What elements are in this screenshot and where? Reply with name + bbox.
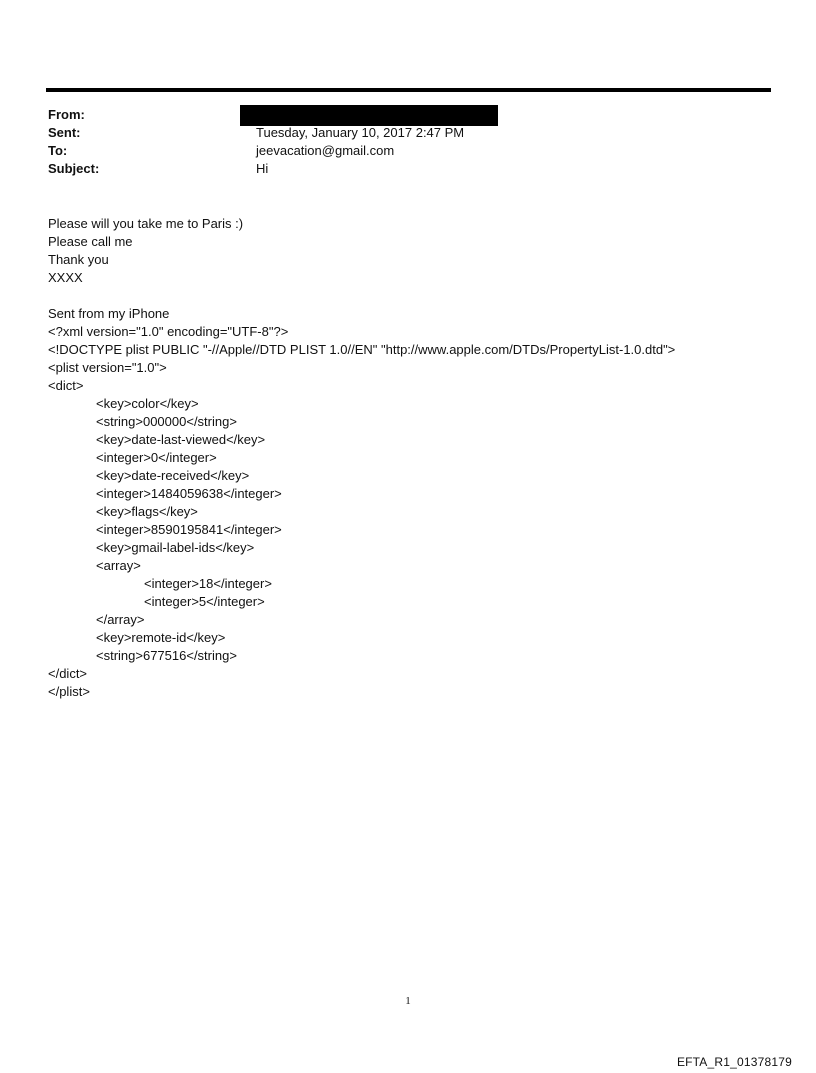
to-value: jeevacation@gmail.com <box>256 143 395 158</box>
message-line: Please call me <box>48 234 133 249</box>
message-line: XXXX <box>48 270 83 285</box>
email-body <box>48 215 788 701</box>
dict-close-tag: </dict> <box>48 666 88 681</box>
email-header <box>48 106 768 178</box>
redaction-bar <box>240 105 498 126</box>
subject-row <box>48 160 768 178</box>
from-row <box>48 106 768 124</box>
plist-entry: <key>gmail-label-ids</key> <box>96 540 255 555</box>
plist-entry: <string>677516</string> <box>96 648 237 663</box>
plist-entry: <integer>0</integer> <box>96 450 217 465</box>
plist-entry: <key>date-received</key> <box>96 468 250 483</box>
plist-entry: <key>remote-id</key> <box>96 630 226 645</box>
header-rule <box>46 88 771 92</box>
message-line: Please will you take me to Paris :) <box>48 216 244 231</box>
plist-doctype: <!DOCTYPE plist PUBLIC "-//Apple//DTD PLIST 1.0//EN" "http://www.apple.com/DTDs/PropertyList-1.0.dtd"> <box>48 342 676 357</box>
to-row <box>48 142 768 160</box>
sent-row <box>48 124 768 142</box>
sent-value: Tuesday, January 10, 2017 2:47 PM <box>256 125 465 140</box>
message-line: Thank you <box>48 252 109 267</box>
subject-label: Subject: <box>48 161 100 176</box>
signature-line: Sent from my iPhone <box>48 306 170 321</box>
plist-entry: <array> <box>96 558 141 573</box>
from-label: From: <box>48 107 85 122</box>
plist-entry: <key>date-last-viewed</key> <box>96 432 266 447</box>
page-number: 1 <box>405 995 411 1007</box>
plist-entry: <integer>1484059638</integer> <box>96 486 282 501</box>
document-id: EFTA_R1_01378179 <box>676 1055 792 1069</box>
plist-array-item: <integer>5</integer> <box>144 594 265 609</box>
plist-close-tag: </plist> <box>48 684 90 699</box>
plist-entry: <key>flags</key> <box>96 504 198 519</box>
to-label: To: <box>48 143 68 158</box>
subject-value: Hi <box>256 161 269 176</box>
spacer <box>48 287 788 305</box>
plist-open-tag: <plist version="1.0"> <box>48 360 167 375</box>
sent-label: Sent: <box>48 125 81 140</box>
plist-entry: </array> <box>96 612 145 627</box>
plist-entry: <string>000000</string> <box>96 414 237 429</box>
plist-xml-declaration: <?xml version="1.0" encoding="UTF-8"?> <box>48 324 289 339</box>
plist-array-item: <integer>18</integer> <box>144 576 272 591</box>
plist-entry: <key>color</key> <box>96 396 199 411</box>
plist-entry: <integer>8590195841</integer> <box>96 522 282 537</box>
dict-open-tag: <dict> <box>48 378 84 393</box>
